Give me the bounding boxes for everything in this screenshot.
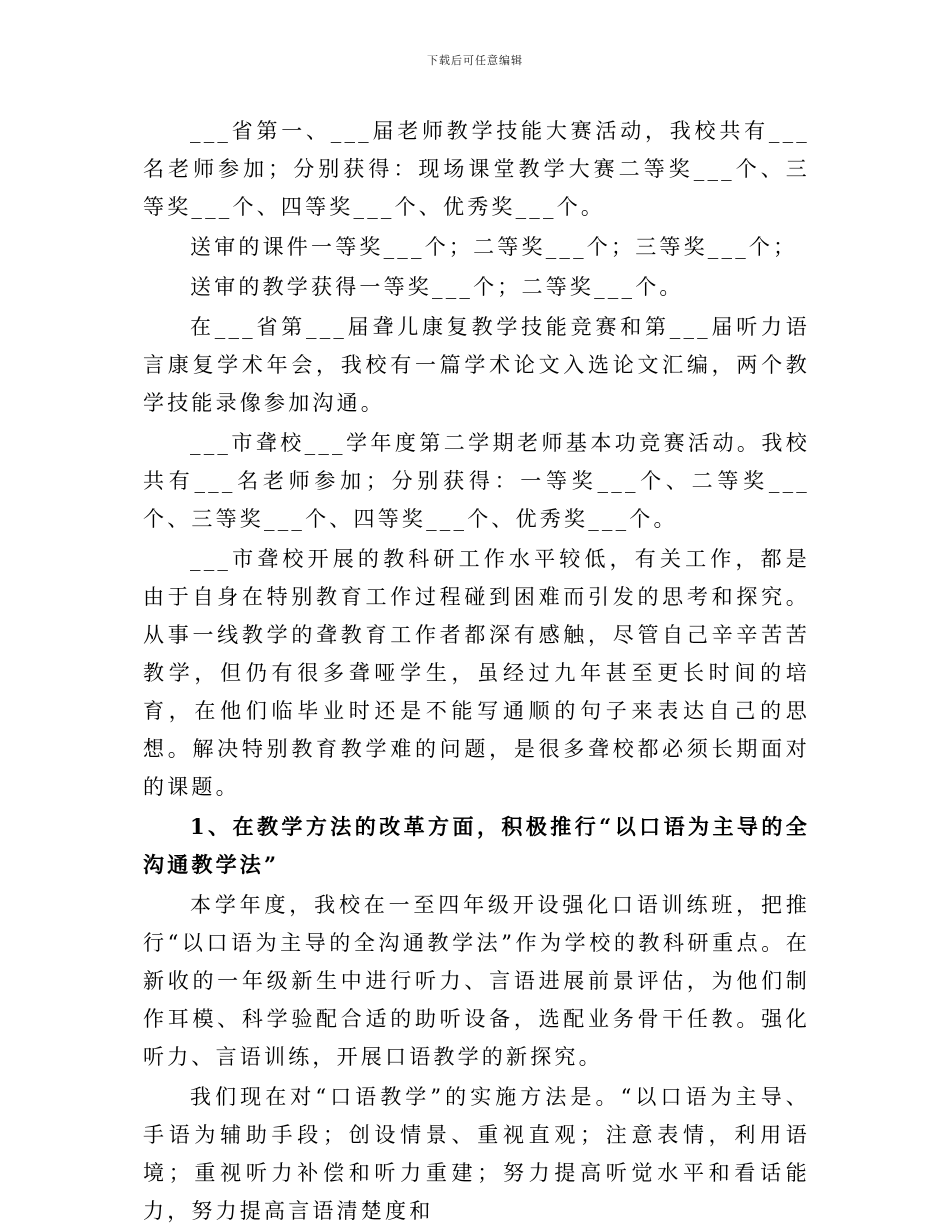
paragraph-rehab-competition: 在___省第___届聋儿康复教学技能竞赛和第___届听力语言康复学术年会，我校有一篇学术论文入选论文汇编，两个教学技能录像参加沟通。 xyxy=(143,315,810,415)
page-header: 下载后可任意编辑 xyxy=(427,54,523,67)
paragraph-oral-training: 本学年度，我校在一至四年级开设强化口语训练班，把推行“以口语为主导的全沟通教学法”作为学校的教科研重点。在新收的一年级新生中进行听力、言语进展前景评估，为他们制作耳模、科学验配合适的助听设备，选配业务骨干任教。强化听力、言语训练，开展口语教学的新探究。 xyxy=(143,893,810,1069)
paragraph-city-contest: ___市聋校___学年度第二学期老师基本功竞赛活动。我校共有___名老师参加；分别获得：一等奖___个、二等奖___个、三等奖___个、四等奖___个、优秀奖___个。 xyxy=(143,431,810,531)
paragraph-implementation: 我们现在对“口语教学”的实施方法是。“以口语为主导、手语为辅助手段；创设情景、重视直观；注意表情，利用语境；重视听力补偿和听力重建；努力提高听觉水平和看话能力，努力提高言语清楚度和 xyxy=(143,1085,810,1223)
paragraph-research-level: ___市聋校开展的教科研工作水平较低，有关工作，都是由于自身在特别教育工作过程碰到困难而引发的思考和探究。从事一线教学的聋教育工作者都深有感触，尽管自己辛辛苦苦教学，但仍有很多聋哑学生，虽经过九年甚至更长时间的培育，在他们临毕业时还是不能写通顺的句子来表达自己的思想。解决特别教育教学难的问题，是很多聋校都必须长期面对的课题。 xyxy=(143,547,810,799)
paragraph-teaching-awards: 送审的教学获得一等奖___个；二等奖___个。 xyxy=(190,275,684,299)
paragraph-provincial-contest: ___省第一、___届老师教学技能大赛活动，我校共有___名老师参加；分别获得：现场课堂教学大赛二等奖___个、三等奖___个、四等奖___个、优秀奖___个。 xyxy=(143,119,810,219)
section-heading: 1、在教学方法的改革方面，积极推行“以口语为主导的全沟通教学法” xyxy=(143,814,810,877)
document-body xyxy=(143,112,810,1232)
paragraph-courseware-awards: 送审的课件一等奖___个；二等奖___个；三等奖___个； xyxy=(190,235,798,259)
